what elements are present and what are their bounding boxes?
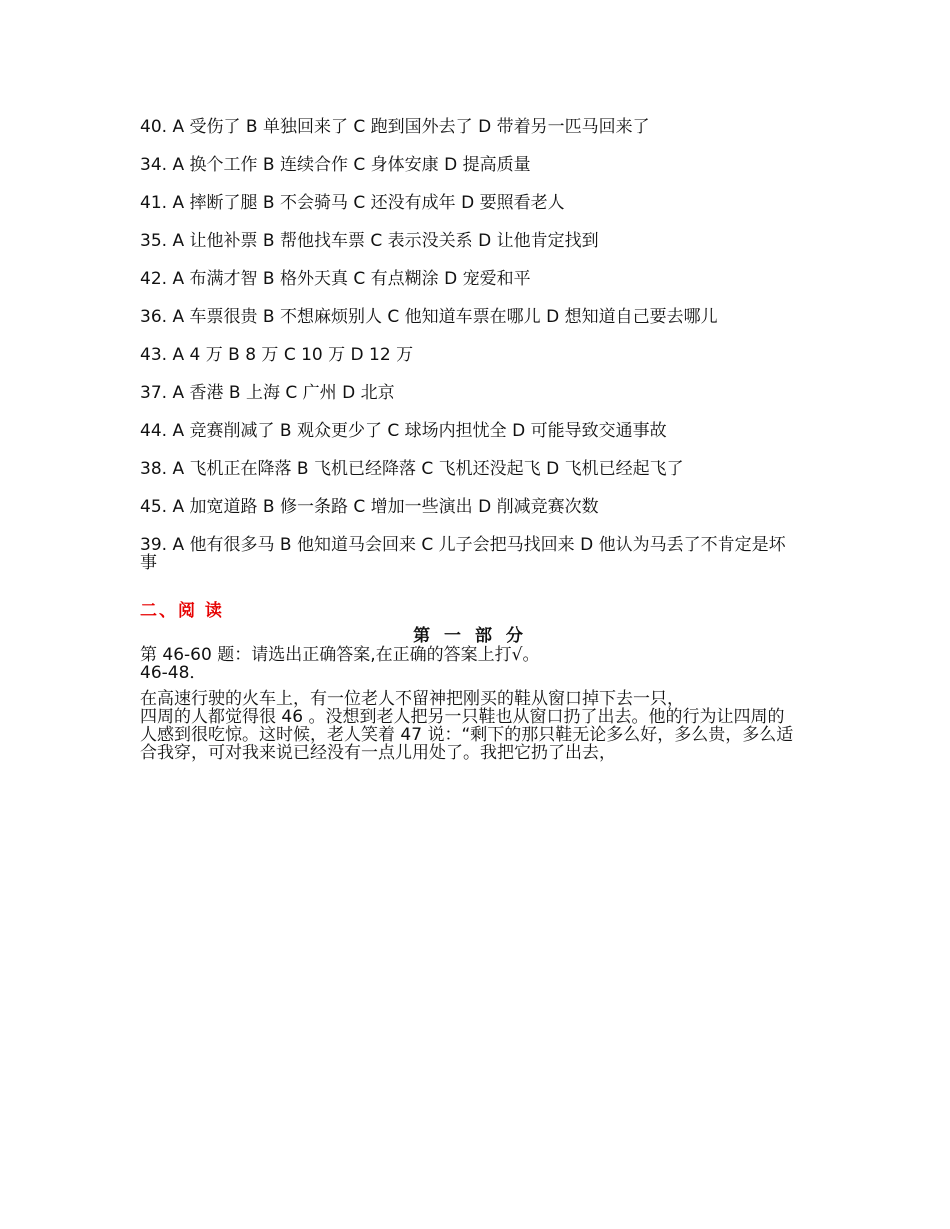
option-c[interactable]: C 10 万: [283, 345, 346, 365]
question-number: 44.: [140, 421, 168, 441]
question-number: 42.: [140, 269, 168, 289]
option-a[interactable]: A 他有很多马: [172, 535, 275, 555]
option-b[interactable]: B 观众更少了: [279, 421, 382, 441]
option-d[interactable]: D 宠爱和平: [444, 269, 531, 289]
question-row: [140, 460, 800, 478]
option-a[interactable]: A 布满才智: [172, 269, 258, 289]
option-c[interactable]: C 增加一些演出: [353, 497, 473, 517]
question-row: [140, 270, 800, 288]
instruction-text: 第 46-60 题：请选出正确答案,在正确的答案上打√。46-48．: [140, 645, 540, 683]
option-d[interactable]: D 飞机已经起飞了: [546, 459, 684, 479]
option-c[interactable]: C 广州: [285, 383, 337, 403]
question-list: [140, 118, 800, 572]
option-c[interactable]: C 还没有成年: [353, 193, 456, 213]
option-a[interactable]: A 香港: [172, 383, 224, 403]
question-number: 36.: [140, 307, 168, 327]
option-b[interactable]: B 修一条路: [262, 497, 348, 517]
option-c[interactable]: C 他知道车票在哪儿: [387, 307, 541, 327]
question-number: 43.: [140, 345, 168, 365]
option-a[interactable]: A 摔断了腿: [172, 193, 258, 213]
passage-line: 在高速行驶的火车上，有一位老人不留神把刚买的鞋从窗口掉下去一只，: [140, 689, 684, 709]
option-d[interactable]: D 可能导致交通事故: [512, 421, 667, 441]
option-a[interactable]: A 受伤了: [172, 117, 241, 137]
question-number: 38.: [140, 459, 168, 479]
option-d[interactable]: D 他认为马丢了不肯定是坏事: [140, 535, 786, 573]
option-c[interactable]: C 表示没关系: [370, 231, 473, 251]
option-c[interactable]: C 跑到国外去了: [353, 117, 473, 137]
option-b[interactable]: B 上海: [228, 383, 280, 403]
question-row: [140, 536, 800, 572]
question-row: [140, 422, 800, 440]
option-d[interactable]: D 要照看老人: [461, 193, 565, 213]
option-b[interactable]: B 不会骑马: [262, 193, 348, 213]
option-d[interactable]: D 想知道自己要去哪儿: [546, 307, 718, 327]
option-c[interactable]: C 飞机还没起飞: [421, 459, 541, 479]
option-c[interactable]: C 儿子会把马找回来: [421, 535, 575, 555]
question-row: [140, 194, 800, 212]
option-d[interactable]: D 北京: [342, 383, 395, 403]
question-number: 39.: [140, 535, 168, 555]
option-a[interactable]: A 加宽道路: [172, 497, 258, 517]
question-row: [140, 384, 800, 402]
question-row: [140, 118, 800, 136]
part-title: 第 一 部 分: [413, 626, 527, 646]
question-number: 40.: [140, 117, 168, 137]
question-row: [140, 232, 800, 250]
option-c[interactable]: C 身体安康: [353, 155, 439, 175]
question-number: 34.: [140, 155, 168, 175]
option-d[interactable]: D 让他肯定找到: [478, 231, 599, 251]
option-b[interactable]: B 连续合作: [262, 155, 348, 175]
option-b[interactable]: B 飞机已经降落: [296, 459, 416, 479]
option-b[interactable]: B 格外天真: [262, 269, 348, 289]
option-b[interactable]: B 他知道马会回来: [279, 535, 416, 555]
option-a[interactable]: A 换个工作: [172, 155, 258, 175]
question-number: 45.: [140, 497, 168, 517]
question-row: [140, 308, 800, 326]
exam-page: [140, 118, 800, 762]
option-a[interactable]: A 车票很贵: [172, 307, 258, 327]
option-d[interactable]: D 带着另一匹马回来了: [478, 117, 650, 137]
option-b[interactable]: B 不想麻烦别人: [262, 307, 382, 327]
option-d[interactable]: D 削减竞赛次数: [478, 497, 599, 517]
question-number: 41.: [140, 193, 168, 213]
option-b[interactable]: B 8 万: [228, 345, 279, 365]
section-title: 二、阅 读: [140, 601, 224, 621]
question-number: 37.: [140, 383, 168, 403]
option-d[interactable]: D 提高质量: [444, 155, 531, 175]
option-a[interactable]: A 飞机正在降落: [172, 459, 292, 479]
option-b[interactable]: B 单独回来了: [245, 117, 348, 137]
reading-passage: [140, 690, 800, 762]
option-a[interactable]: A 让他补票: [172, 231, 258, 251]
question-row: [140, 346, 800, 364]
option-d[interactable]: D 12 万: [350, 345, 414, 365]
question-number: 35.: [140, 231, 168, 251]
passage-paragraph: 四周的人都觉得很 46 。没想到老人把另一只鞋也从窗口扔了出去。他的行为让四周的人感到很吃惊。这时候，老人笑着 47 说：“剩下的那只鞋无论多么好，多么贵，多么适合我穿，可对我来说已经没有一点儿用处了。我把它扔了出去，: [140, 707, 794, 763]
option-c[interactable]: C 有点糊涂: [353, 269, 439, 289]
option-c[interactable]: C 球场内担忧全: [387, 421, 507, 441]
question-row: [140, 498, 800, 516]
option-a[interactable]: A 竞赛削减了: [172, 421, 275, 441]
option-b[interactable]: B 帮他找车票: [262, 231, 365, 251]
option-a[interactable]: A 4 万: [172, 345, 223, 365]
question-row: [140, 156, 800, 174]
